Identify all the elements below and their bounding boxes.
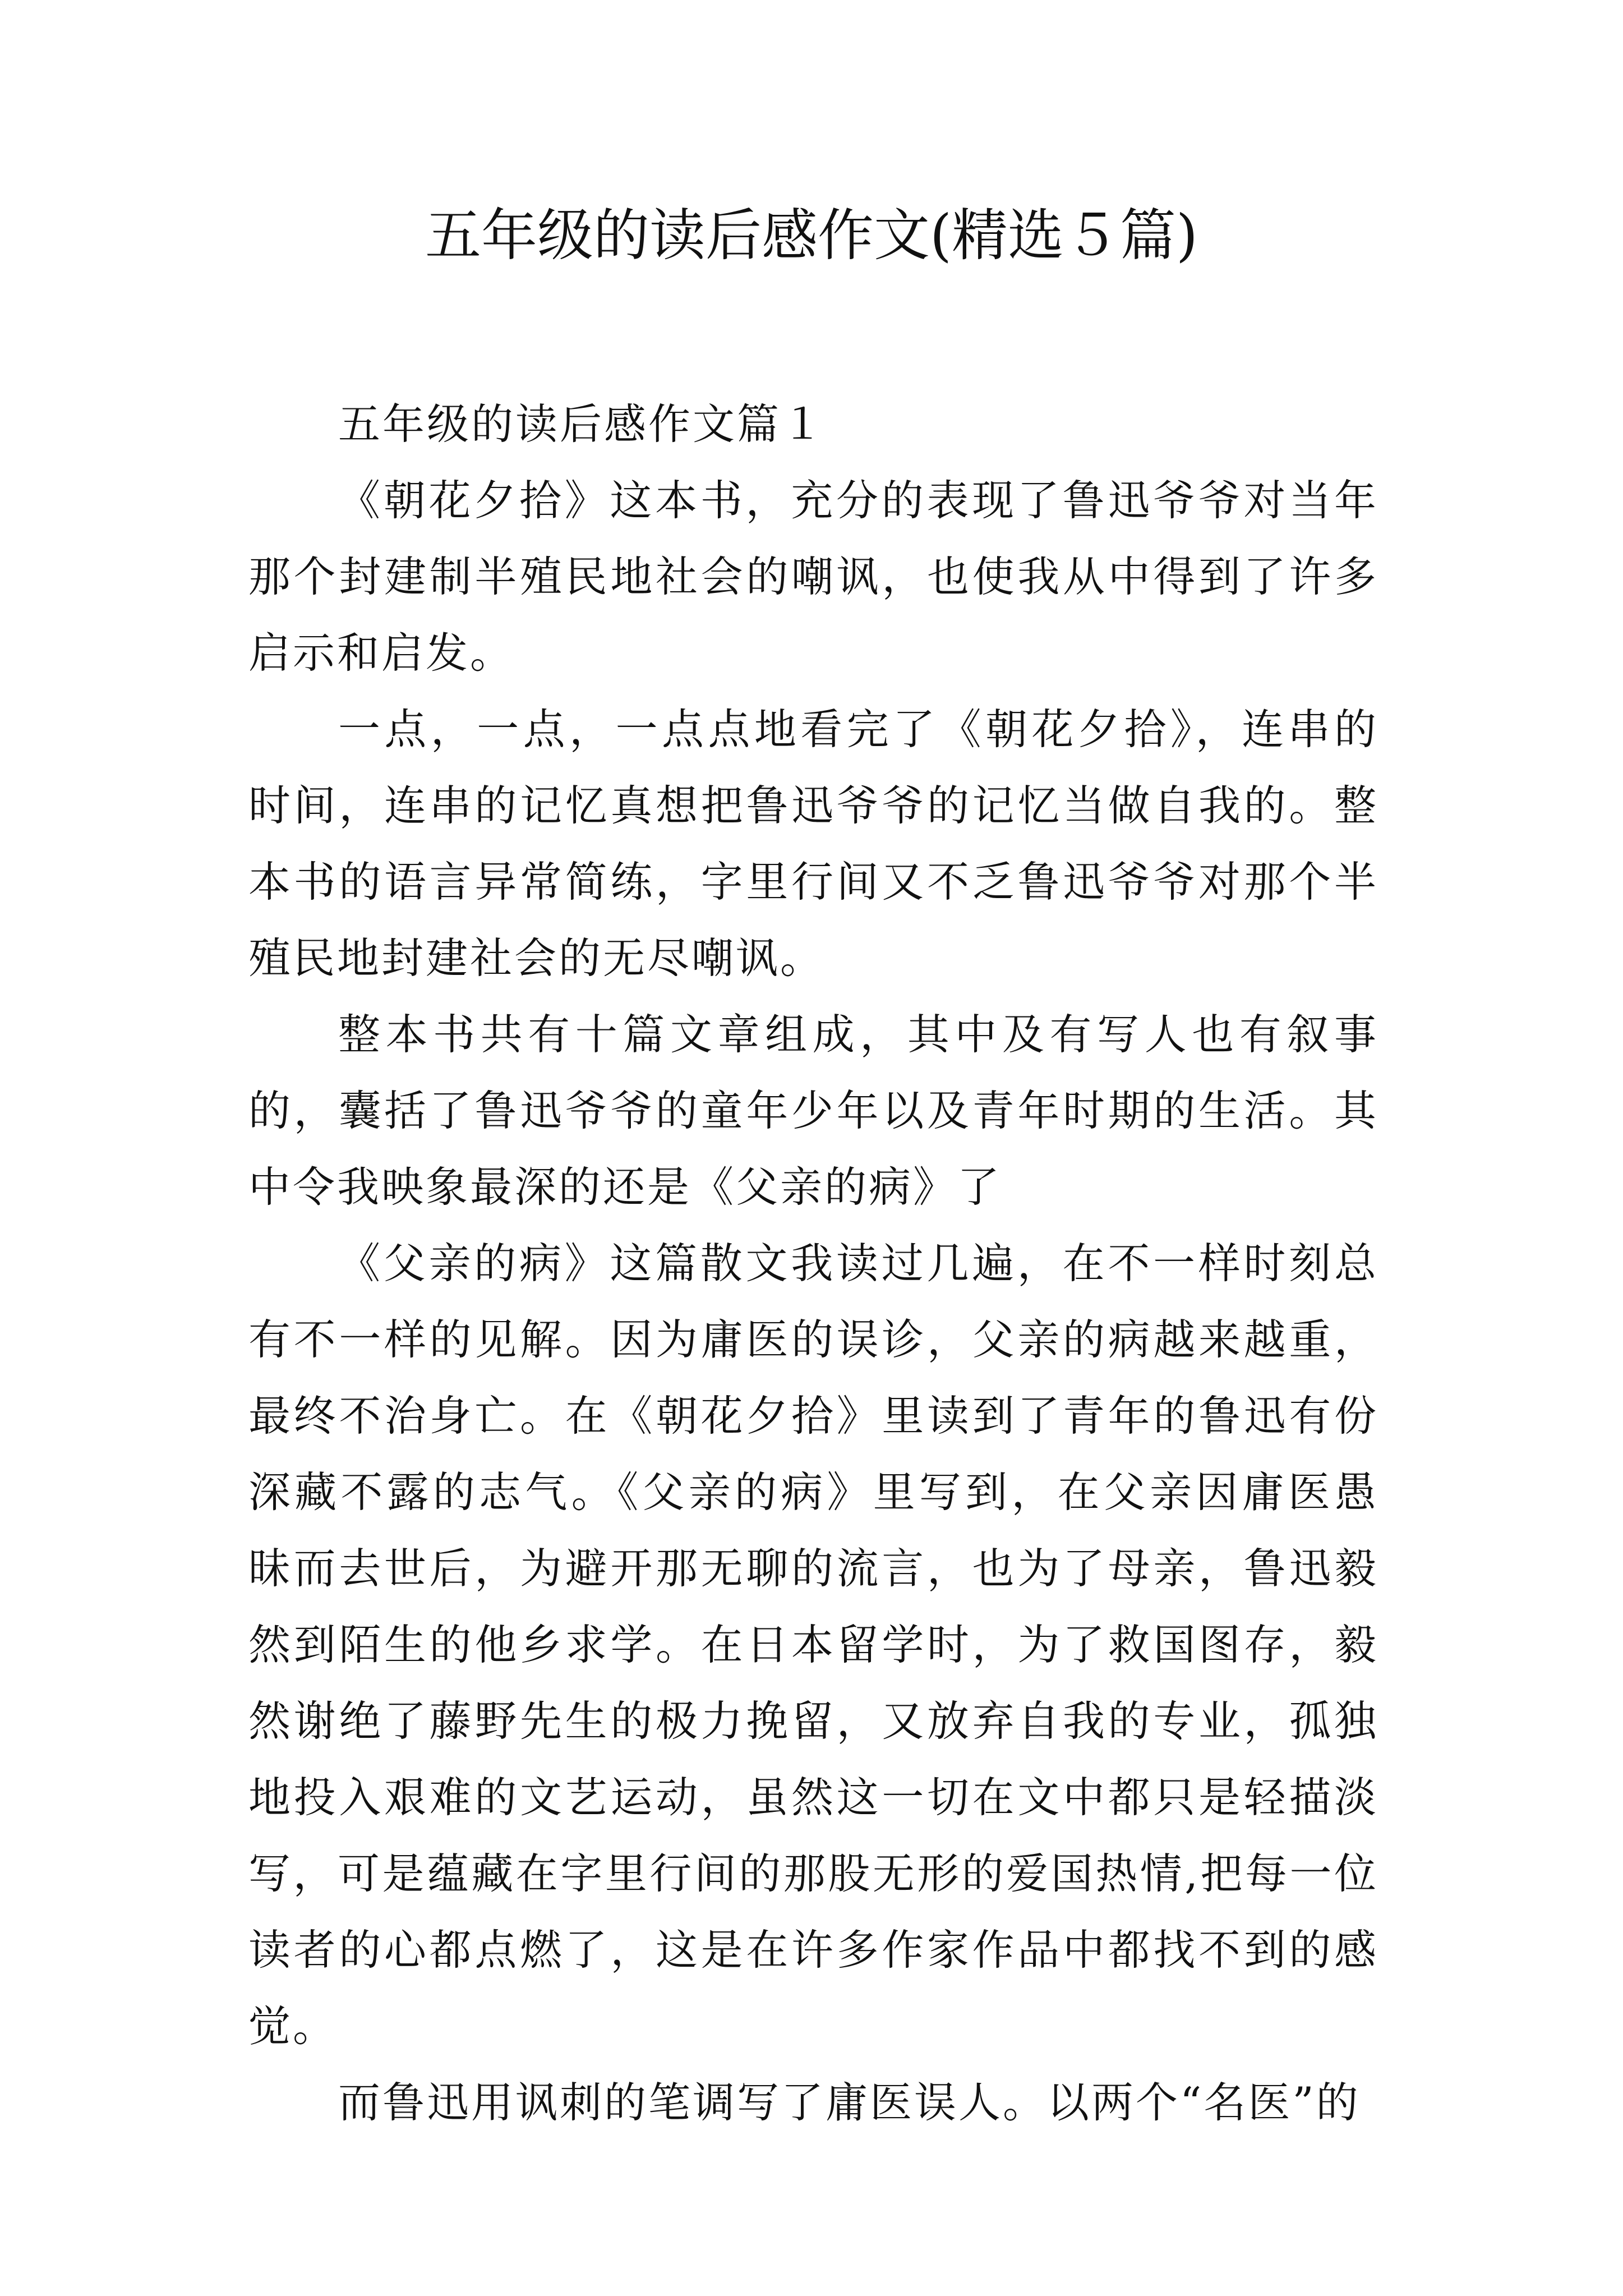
body-paragraph: 整本书共有十篇文章组成，其中及有写人也有叙事的，囊括了鲁迅爷爷的童年少年以及青年时期的生活。其中令我映象最深的还是《父亲的病》了: [248, 1010, 1378, 1212]
body-paragraph: 而鲁迅用讽刺的笔调写了庸医误人。以两个“名医”的: [338, 2078, 1361, 2127]
body-paragraph: 《朝花夕拾》这本书，充分的表现了鲁迅爷爷对当年那个封建制半殖民地社会的嘲讽，也使我从中得到了许多启示和启发。: [248, 476, 1378, 678]
section-heading: 五年级的读后感作文篇１: [338, 399, 826, 449]
body-paragraph: 一点，一点，一点点地看完了《朝花夕拾》，连串的时间，连串的记忆真想把鲁迅爷爷的记忆当做自我的。整本书的语言异常简练，字里行间又不乏鲁迅爷爷对那个半殖民地封建社会的无尽嘲讽。: [248, 705, 1378, 983]
document-title: 五年级的读后感作文(精选５篇): [425, 203, 1198, 268]
body-paragraph: 《父亲的病》这篇散文我读过几遍，在不一样时刻总有不一样的见解。因为庸医的误诊，父亲的病越来越重，最终不治身亡。在《朝花夕拾》里读到了青年的鲁迅有份深藏不露的志气。《父亲的病》里写到，在父亲因庸医愚昧而去世后，为避开那无聊的流言，也为了母亲，鲁迅毅然到陌生的他乡求学。在日本留学时，为了救国图存，毅然谢绝了藤野先生的极力挽留，又放弃自我的专业，孤独地投入艰难的文艺运动，虽然这一切在文中都只是轻描淡写，可是蕴藏在字里行间的那股无形的爱国热情,把每一位读者的心都点燃了，这是在许多作家作品中都找不到的感觉。: [248, 1239, 1378, 2051]
document-body: [248, 386, 1378, 2141]
